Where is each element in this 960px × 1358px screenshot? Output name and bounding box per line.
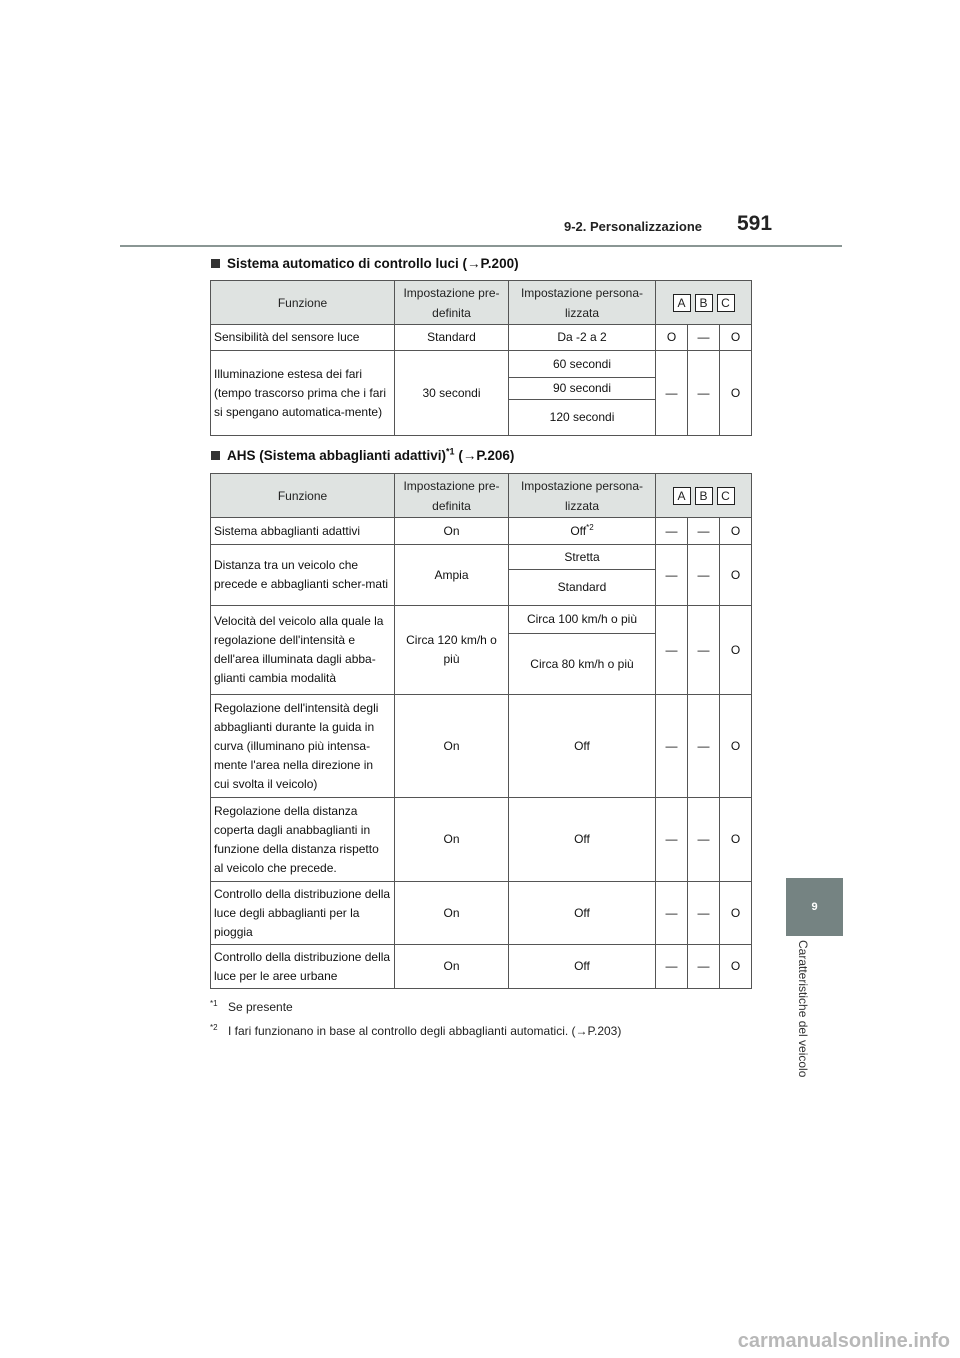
table-row bbox=[211, 351, 752, 378]
col-default: Impostazione pre-definita bbox=[395, 474, 509, 518]
footnote-1: $^{*1}$ Se presente bbox=[210, 999, 293, 1014]
b-cell: — bbox=[688, 351, 720, 436]
custom-cell: Stretta bbox=[509, 545, 656, 570]
letter-b-icon: B bbox=[695, 294, 713, 312]
function-cell: Distanza tra un veicolo che precede e abbaglianti scher-mati bbox=[211, 545, 395, 606]
a-cell: O bbox=[656, 325, 688, 351]
table-row bbox=[211, 882, 752, 945]
letter-c-icon: C bbox=[717, 294, 735, 312]
a-cell: — bbox=[656, 798, 688, 882]
col-custom: Impostazione persona-lizzata bbox=[509, 281, 656, 325]
c-cell: O bbox=[720, 325, 752, 351]
col-abc bbox=[656, 281, 752, 325]
col-default: Impostazione pre-definita bbox=[395, 281, 509, 325]
table-row bbox=[211, 518, 752, 545]
footnote-ref: *2 bbox=[586, 522, 594, 532]
letter-a-icon: A bbox=[673, 487, 691, 505]
default-cell: 30 secondi bbox=[395, 351, 509, 436]
col-abc bbox=[656, 474, 752, 518]
custom-cell: Standard bbox=[509, 570, 656, 606]
c-cell: O bbox=[720, 695, 752, 798]
square-bullet-icon bbox=[211, 259, 220, 268]
custom-cell: 90 secondi bbox=[509, 378, 656, 400]
header-divider bbox=[120, 245, 842, 247]
custom-cell: Off bbox=[509, 798, 656, 882]
default-cell: On bbox=[395, 695, 509, 798]
table-row bbox=[211, 798, 752, 882]
function-cell: Regolazione della distanza coperta dagli anabbaglianti in funzione della distanza rispetto al veicolo che precede. bbox=[211, 798, 395, 882]
custom-cell: Circa 80 km/h o più bbox=[509, 634, 656, 695]
c-cell: O bbox=[720, 945, 752, 989]
default-cell: On bbox=[395, 945, 509, 989]
letter-c-icon: C bbox=[717, 487, 735, 505]
chapter-label: Caratteristiche del veicolo bbox=[796, 940, 810, 1078]
table-row bbox=[211, 325, 752, 351]
function-cell: Illuminazione estesa dei fari (tempo trascorso prima che i fari si spengano automatica-mente) bbox=[211, 351, 395, 436]
letter-a-icon: A bbox=[673, 294, 691, 312]
b-cell: — bbox=[688, 695, 720, 798]
function-cell: Controllo della distribuzione della luce degli abbaglianti per la pioggia bbox=[211, 882, 395, 945]
default-cell: Standard bbox=[395, 325, 509, 351]
c-cell: O bbox=[720, 351, 752, 436]
a-cell: — bbox=[656, 545, 688, 606]
a-cell: — bbox=[656, 606, 688, 695]
b-cell: — bbox=[688, 325, 720, 351]
table-row bbox=[211, 606, 752, 634]
table-row bbox=[211, 945, 752, 989]
c-cell: O bbox=[720, 606, 752, 695]
a-cell: — bbox=[656, 351, 688, 436]
ahs-table bbox=[210, 473, 752, 989]
custom-cell: Off$^{*2}$ bbox=[509, 518, 656, 545]
default-cell: Ampia bbox=[395, 545, 509, 606]
table-row bbox=[211, 695, 752, 798]
chapter-tab: 9 bbox=[786, 878, 843, 936]
function-cell: Regolazione dell'intensità degli abbaglianti durante la guida in curva (illuminano più intensa-mente l'area nella direzione in cui svolta il veicolo) bbox=[211, 695, 395, 798]
c-cell: O bbox=[720, 882, 752, 945]
c-cell: O bbox=[720, 798, 752, 882]
b-cell: — bbox=[688, 798, 720, 882]
section-header: 9-2. Personalizzazione bbox=[564, 219, 702, 234]
default-cell: Circa 120 km/h o più bbox=[395, 606, 509, 695]
custom-cell: Off bbox=[509, 945, 656, 989]
footnote-ref: *1 bbox=[446, 446, 455, 457]
b-cell: — bbox=[688, 606, 720, 695]
custom-cell: 120 secondi bbox=[509, 400, 656, 436]
watermark: carmanualsonline.info bbox=[737, 1330, 950, 1352]
square-bullet-icon bbox=[211, 451, 220, 460]
a-cell: — bbox=[656, 518, 688, 545]
function-cell: Controllo della distribuzione della luce per le aree urbane bbox=[211, 945, 395, 989]
page-number: 591 bbox=[737, 212, 773, 235]
c-cell: O bbox=[720, 545, 752, 606]
page-reference: P.200) bbox=[480, 256, 519, 271]
function-cell: Sistema abbaglianti adattivi bbox=[211, 518, 395, 545]
default-cell: On bbox=[395, 518, 509, 545]
arrow-icon: → bbox=[467, 256, 481, 271]
function-cell: Velocità del veicolo alla quale la regolazione dell'intensità e dell'area illuminata dagli abba-glianti cambia modalità bbox=[211, 606, 395, 695]
section-title-light-control: Sistema automatico di controllo luci (→P.200) bbox=[211, 256, 519, 271]
col-function: Funzione bbox=[211, 474, 395, 518]
a-cell: — bbox=[656, 882, 688, 945]
page-reference: P.206) bbox=[476, 448, 515, 463]
custom-cell: Off bbox=[509, 882, 656, 945]
default-cell: On bbox=[395, 882, 509, 945]
b-cell: — bbox=[688, 945, 720, 989]
custom-cell: Circa 100 km/h o più bbox=[509, 606, 656, 634]
custom-cell: Off bbox=[509, 695, 656, 798]
b-cell: — bbox=[688, 518, 720, 545]
custom-cell: 60 secondi bbox=[509, 351, 656, 378]
col-custom: Impostazione persona-lizzata bbox=[509, 474, 656, 518]
table-row bbox=[211, 545, 752, 570]
arrow-icon: → bbox=[462, 448, 477, 463]
col-function: Funzione bbox=[211, 281, 395, 325]
c-cell: O bbox=[720, 518, 752, 545]
a-cell: — bbox=[656, 945, 688, 989]
arrow-icon: → bbox=[575, 1024, 588, 1038]
b-cell: — bbox=[688, 545, 720, 606]
table-header-row bbox=[211, 281, 752, 325]
page-reference: P.203) bbox=[587, 1024, 622, 1038]
footnote-2: $^{*2}$ I fari funzionano in base al controllo degli abbaglianti automatici. (→P.203) bbox=[210, 1023, 622, 1038]
default-cell: On bbox=[395, 798, 509, 882]
a-cell: — bbox=[656, 695, 688, 798]
custom-cell: Da -2 a 2 bbox=[509, 325, 656, 351]
table-header-row bbox=[211, 474, 752, 518]
light-control-table bbox=[210, 280, 752, 436]
b-cell: — bbox=[688, 882, 720, 945]
function-cell: Sensibilità del sensore luce bbox=[211, 325, 395, 351]
section-title-ahs: AHS (Sistema abbaglianti adattivi)$^{*1}$ (→P.206) bbox=[211, 448, 514, 463]
letter-b-icon: B bbox=[695, 487, 713, 505]
